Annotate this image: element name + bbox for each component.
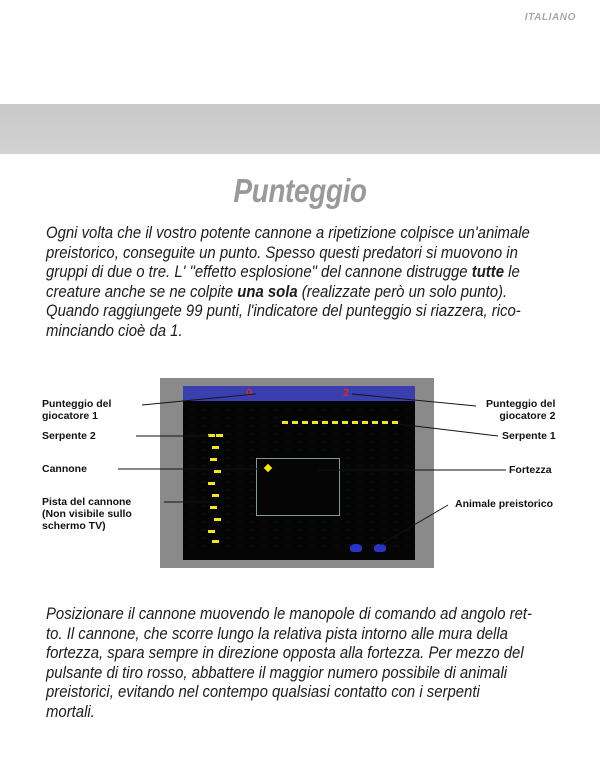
leader-line — [380, 505, 448, 545]
text-run: le — [504, 263, 520, 282]
text-line: preistorici, evitando nel contempo qualsiasi contatto con i serpenti — [46, 683, 480, 702]
label-cannon-track — [42, 496, 132, 532]
instructions-paragraph — [46, 605, 570, 723]
emphasis-tutte: tutte — [471, 263, 505, 282]
label-snake-1: Serpente 1 — [502, 430, 556, 442]
emphasis-una-sola: una sola — [237, 282, 298, 301]
text-line: Ogni volta che il vostro potente cannone a ripetizione colpisce un'animale — [46, 224, 530, 242]
label-player1-score — [42, 398, 111, 422]
player2-score: 2 — [343, 387, 350, 399]
label-cannon: Cannone — [42, 463, 87, 475]
text-line: Posizionare il cannone muovendo le manopole di comando ad angolo ret- — [46, 605, 532, 623]
label-prehistoric-animal: Animale preistorico — [455, 498, 554, 510]
text-line: preistorico, conseguite un punto. Spesso questi predatori si muovono in — [46, 243, 518, 262]
leader-line — [398, 424, 498, 436]
label-line: giocatore 2 — [499, 410, 556, 422]
label-line: (Non visibile sullo — [42, 508, 132, 520]
text-run: gruppi di due o tre. L' "effetto esplosione" del cannone distrugge — [46, 263, 472, 282]
label-line: schermo TV) — [42, 520, 106, 532]
text-run: creature anche se ne colpite — [46, 282, 238, 301]
label-player2-score — [486, 398, 555, 422]
text-line: Quando raggiungete 99 punti, l'indicatore del punteggio si riazzera, rico- — [46, 302, 521, 321]
text-line: fortezza, spara sempre in direzione opposta alla fortezza. Per mezzo del — [46, 644, 524, 663]
label-line: Punteggio del — [42, 398, 112, 410]
label-fortress: Fortezza — [509, 464, 552, 476]
leader-line — [352, 394, 476, 406]
text-line: mortali. — [46, 702, 95, 721]
text-line: minciando cioè da 1. — [46, 321, 183, 340]
label-line: Punteggio del — [486, 398, 556, 410]
label-line: giocatore 1 — [42, 410, 99, 422]
language-label: ITALIANO — [524, 12, 576, 23]
text-line: pulsante di tiro rosso, abbattere il maggior numero possibile di animali — [46, 663, 508, 682]
label-snake-2: Serpente 2 — [42, 430, 96, 442]
label-line: Pista del cannone — [42, 496, 132, 508]
leader-line — [142, 394, 256, 405]
text-run: (realizzate però un solo punto). — [297, 282, 508, 301]
text-line: to. Il cannone, che scorre lungo la relativa pista intorno alle mura della — [46, 624, 508, 643]
player1-score: 0 — [246, 387, 253, 399]
section-title: Punteggio — [233, 172, 367, 209]
